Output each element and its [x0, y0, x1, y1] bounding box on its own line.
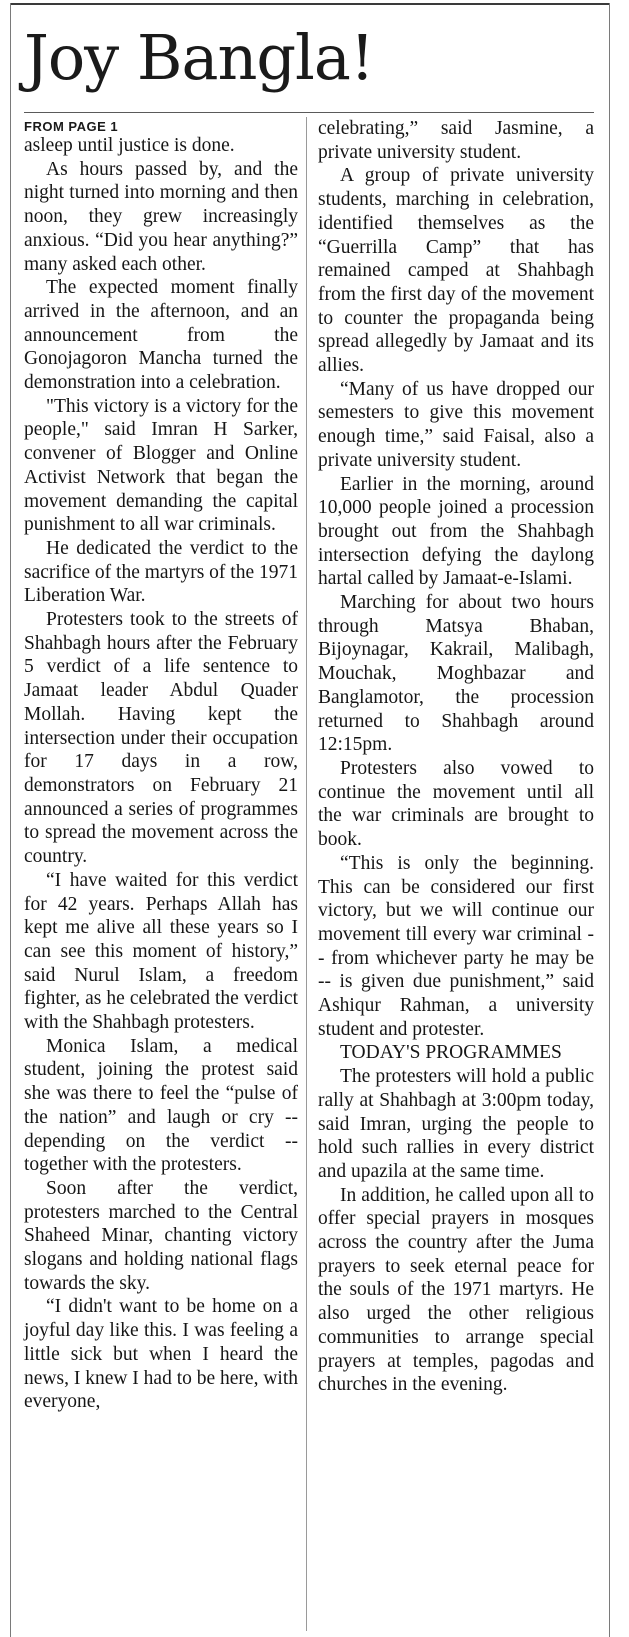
paragraph: The expected moment finally arrived in the afternoon, and an announcement from the Gonojagoron Mancha turned the demonstration into a celebration. — [24, 277, 298, 394]
paragraph: Earlier in the morning, around 10,000 people joined a procession brought out from the Shahbagh intersection defying the daylong hartal called by Jamaat-e-Islami. — [318, 473, 594, 590]
paragraph: “I didn't want to be home on a joyful day like this. I was feeling a little sick but when I heard the news, I knew I had to be here, with everyone, — [24, 1296, 298, 1413]
article-column-1 — [24, 117, 298, 1414]
paragraph: Soon after the verdict, protesters marched to the Central Shaheed Minar, chanting victory slogans and holding national flags towards the sky. — [24, 1177, 298, 1294]
left-border-rule — [10, 3, 11, 1637]
paragraph: Protesters also vowed to continue the movement until all the war criminals are brought to book. — [318, 757, 594, 851]
top-border-rule — [10, 3, 610, 5]
paragraph: "This victory is a victory for the people," said Imran H Sarker, convener of Blogger and Online Activist Network that began the movement demanding the capital punishment to all war criminals. — [24, 395, 298, 536]
paragraph: “Many of us have dropped our semesters to give this movement enough time,” said Faisal, also a private university student. — [318, 378, 594, 471]
newspaper-clipping — [10, 0, 610, 1637]
paragraph: The protesters will hold a public rally at Shahbagh at 3:00pm today, said Imran, urging the people to hold such rallies in every district and upazila at the same time. — [318, 1066, 594, 1182]
paragraph: celebrating,” said Jasmine, a private university student. — [318, 118, 594, 163]
paragraph: “I have waited for this verdict for 42 years. Perhaps Allah has kept me alive all these years so I can see this moment of history,” said Nurul Islam, a freedom fighter, as he celebrated the verdict with the Shahbagh protesters. — [24, 869, 298, 1034]
paragraph: In addition, he called upon all to offer special prayers in mosques across the country after the Juma prayers to seek eternal peace for the souls of the 1971 martyrs. He also urged the other religious communities to arrange special prayers at temples, pagodas and churches in the evening. — [318, 1184, 594, 1396]
column-divider — [306, 117, 307, 1631]
headline: Joy Bangla! — [24, 21, 374, 94]
paragraph: Monica Islam, a medical student, joining the protest said she was there to feel the “pulse of the nation” and laugh or cry -- depending on the verdict -- together with the protesters. — [24, 1035, 298, 1176]
article-column-2 — [318, 117, 594, 1397]
paragraph: asleep until justice is done. — [24, 135, 235, 156]
subhead-todays-programmes: TODAY'S PROGRAMMES — [340, 1042, 562, 1064]
paragraph: He dedicated the verdict to the sacrifice of the martyrs of the 1971 Liberation War. — [24, 537, 298, 607]
paragraph: As hours passed by, and the night turned into morning and then noon, they grew increasingly anxious. “Did you hear anything?” many asked each other. — [24, 158, 298, 275]
paragraph: Marching for about two hours through Matsya Bhaban, Bijoynagar, Kakrail, Malibagh, Mouchak, Moghbazar and Banglamotor, the procession returned to Shahbagh around 12:15pm. — [318, 592, 594, 756]
paragraph: “This is only the beginning. This can be considered our first victory, but we will continue our movement till every war criminal -- from whichever party he may be -- is given due punishment,” said Ashiqur Rahman, a university student and protester. — [318, 852, 594, 1040]
right-border-rule — [609, 3, 610, 1637]
kicker-from-page-1: FROM PAGE 1 — [24, 119, 119, 134]
headline-rule — [24, 112, 594, 113]
paragraph: A group of private university students, marching in celebration, identified themselves as the “Guerrilla Camp” that has remained camped at Shahbagh from the first day of the movement to counter the propaganda being spread allegedly by Jamaat and its allies. — [318, 165, 594, 377]
paragraph: Protesters took to the streets of Shahbagh hours after the February 5 verdict of a life sentence to Jamaat leader Abdul Quader Mollah. Having kept the intersection under their occupation for 17 days in a row, demonstrators on February 21 announced a series of programmes to spread the movement across the country. — [24, 609, 298, 868]
